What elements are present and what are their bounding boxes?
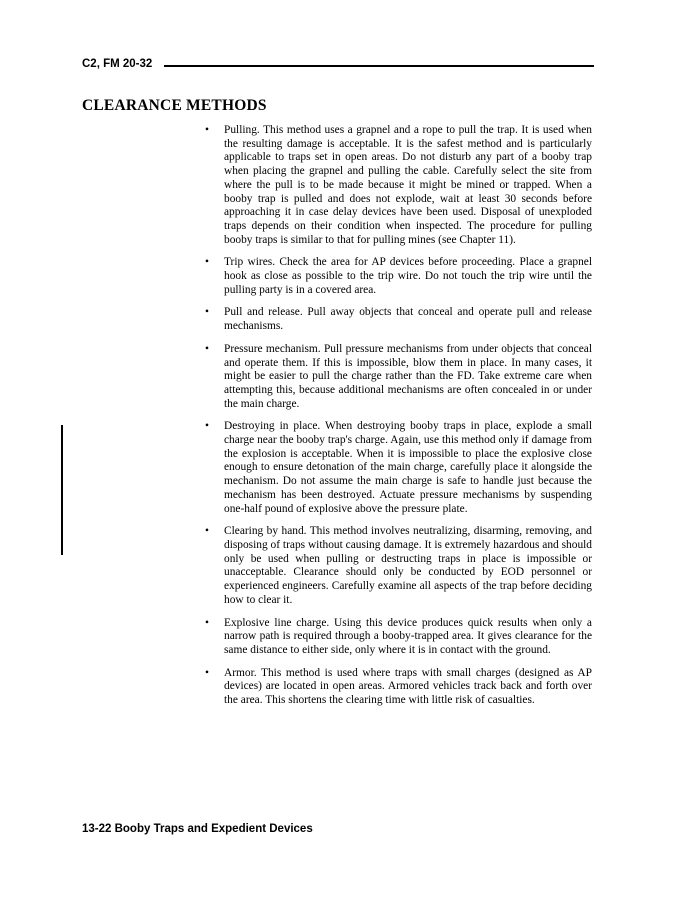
- list-item: [205, 420, 592, 516]
- bullet-icon: •: [205, 124, 209, 136]
- list-item-text: Destroying in place. When destroying booby traps in place, explode a small charge near the booby trap's charge. Again, use this method only if damage from the explosion is acceptable. When it is impossible to place the explosive close enough to ensure detonation of the main charge, carefully place it alongside the mechanism. Do not assume the main charge is safe to handle just because the mechanism has been destroyed. Actuate pressure mechanisms by suspending one-half pound of explosive above the pressure plate.: [224, 420, 592, 515]
- list-item-text: Pressure mechanism. Pull pressure mechanisms from under objects that conceal and operate them. If this is impossible, blow them in place. In many cases, it might be easier to pull the charge rather than the FD. Take extreme care when attempting this, because additional mechanisms are often concealed in or under the main charge.: [224, 342, 592, 410]
- section-title: CLEARANCE METHODS: [82, 97, 267, 114]
- list-item: [205, 306, 592, 333]
- list-item: [205, 343, 592, 412]
- bullet-icon: •: [205, 256, 209, 269]
- bullet-icon: •: [205, 420, 209, 433]
- bullet-icon: •: [205, 666, 209, 679]
- header-rule: [164, 65, 594, 67]
- list-item-text: Armor. This method is used where traps with small charges (designed as AP devices) are located in open areas. Armored vehicles track back and forth over the area. This shortens the clearing time with little risk of casualties.: [224, 666, 592, 707]
- bullet-icon: •: [205, 342, 209, 355]
- page-footer: 13-22 Booby Traps and Expedient Devices: [82, 823, 313, 835]
- list-item: [205, 256, 592, 297]
- list-item-text: Trip wires. Check the area for AP devices before proceeding. Place a grapnel hook as close as possible to the trip wire. Do not touch the trip wire until the pulling party is in a covered area.: [224, 256, 592, 296]
- list-item: [205, 667, 592, 708]
- list-item: [205, 525, 592, 607]
- list-item-text: Pulling. This method uses a grapnel and a rope to pull the trap. It is used when the resulting damage is acceptable. It is the safest method and is particularly applicable to traps set in open areas. Do not disturb any part of a booby trap when placing the grapnel and pulling the cable. Carefully select the site from where the pull is to be made because it might be mined or trapped. When a booby trap is pulled and does not explode, wait at least 30 seconds before approaching it in case delay devices have been used. Disposal of unexploded traps depends on their condition when inspected. The procedure for pulling booby traps is similar to that for pulling mines (see Chapter 11).: [224, 124, 592, 246]
- change-bar: [61, 425, 63, 555]
- header-text: C2, FM 20-32: [82, 58, 153, 70]
- bullet-icon: •: [205, 525, 209, 538]
- bullet-icon: •: [205, 616, 209, 629]
- list-item: [205, 617, 592, 658]
- bullet-icon: •: [205, 306, 209, 319]
- clearance-methods-list: [205, 124, 592, 717]
- page-header: [82, 56, 594, 76]
- list-item: [205, 124, 592, 247]
- list-item-text: Explosive line charge. Using this device produces quick results when only a narrow path is required through a booby-trapped area. It gives clearance for the same distance to either side, only where it is in contact with the ground.: [224, 616, 592, 656]
- list-item-text: Pull and release. Pull away objects that conceal and operate pull and release mechanisms.: [224, 306, 592, 333]
- list-item-text: Clearing by hand. This method involves neutralizing, disarming, removing, and disposing of traps without causing damage. It is extremely hazardous and should only be used when pulling or destructing traps in place is impossible or unacceptable. Clearance should only be conducted by EOD personnel or experienced engineers. Carefully examine all aspects of the trap before deciding how to clear it.: [224, 525, 592, 606]
